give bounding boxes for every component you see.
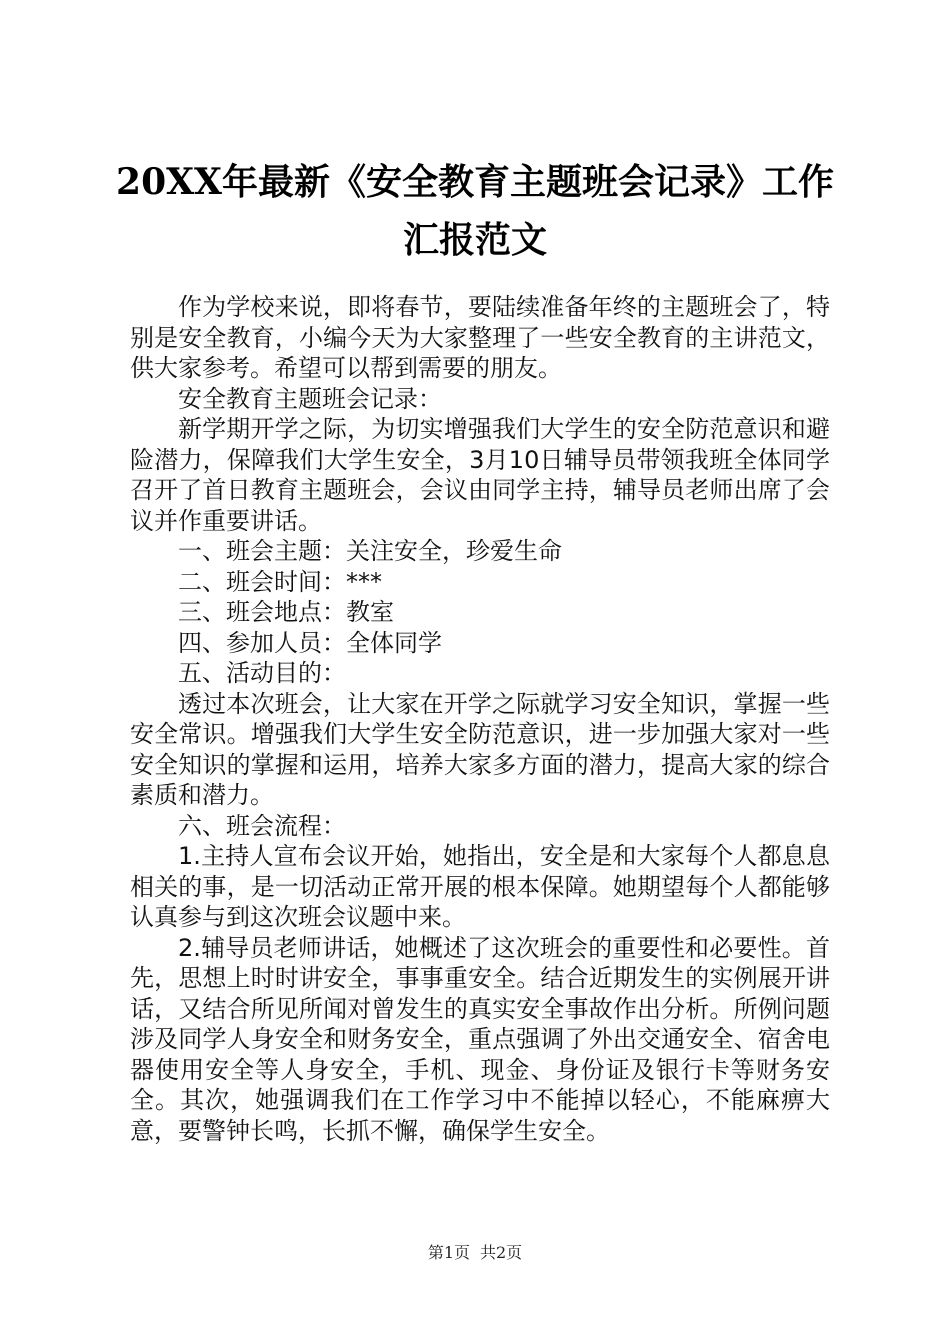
paragraph-process-heading: 六、班会流程：: [178, 811, 346, 840]
paragraph-purpose-heading: 五、活动目的：: [178, 659, 346, 687]
paragraph-theme: 一、班会主题：关注安全，珍爱生命: [178, 537, 562, 565]
paragraph-purpose: 透过本次班会，让大家在开学之际就学习安全知识，掌握一些安全常识。增强我们大学生安全防范意识，进一步加强大家对一些安全知识的掌握和运用，培养大家多方面的潜力，提高大家的综合素质和潜力。: [130, 689, 830, 809]
paragraph-time: 二、班会时间：***: [178, 567, 382, 596]
document-body: [130, 292, 830, 1146]
page-footer: [0, 1243, 950, 1263]
page-number-total: 共2页: [480, 1243, 523, 1262]
document-title-line-1: 20XX年最新《安全教育主题班会记录》工作: [116, 161, 834, 203]
paragraph-location: 三、班会地点：教室: [178, 598, 394, 626]
page-number-current: 第1页: [427, 1243, 470, 1262]
paragraph-intro: 作为学校来说，即将春节，要陆续准备年终的主题班会了，特别是安全教育，小编今天为大家整理了一些安全教育的主讲范文，供大家参考。希望可以帮到需要的朋友。: [130, 293, 830, 382]
paragraph-record-heading: 安全教育主题班会记录：: [178, 384, 442, 413]
paragraph-participants: 四、参加人员：全体同学: [178, 628, 442, 657]
paragraph-process-step-2: 2.辅导员老师讲话，她概述了这次班会的重要性和必要性。首先，思想上时时讲安全，事事重安全。结合近期发生的实例展开讲话，又结合所见所闻对曾发生的真实安全事故作出分析。所例问题涉及同学人身安全和财务安全，重点强调了外出交通安全、宿舍电器使用安全等人身安全，手机、现金、身份证及银行卡等财务安全。其次，她强调我们在工作学习中不能掉以轻心，不能麻痹大意，要警钟长鸣，长抓不懈，确保学生安全。: [130, 933, 830, 1145]
paragraph-background: 新学期开学之际，为切实增强我们大学生的安全防范意识和避险潜力，保障我们大学生安全，3月10日辅导员带领我班全体同学召开了首日教育主题班会，会议由同学主持，辅导员老师出席了会议并作重要讲话。: [130, 415, 830, 535]
document-title-line-2: 汇报范文: [402, 219, 547, 261]
paragraph-process-step-1: 1.主持人宣布会议开始，她指出，安全是和大家每个人都息息相关的事，是一切活动正常开展的根本保障。她期望每个人都能够认真参与到这次班会议题中来。: [130, 842, 830, 931]
